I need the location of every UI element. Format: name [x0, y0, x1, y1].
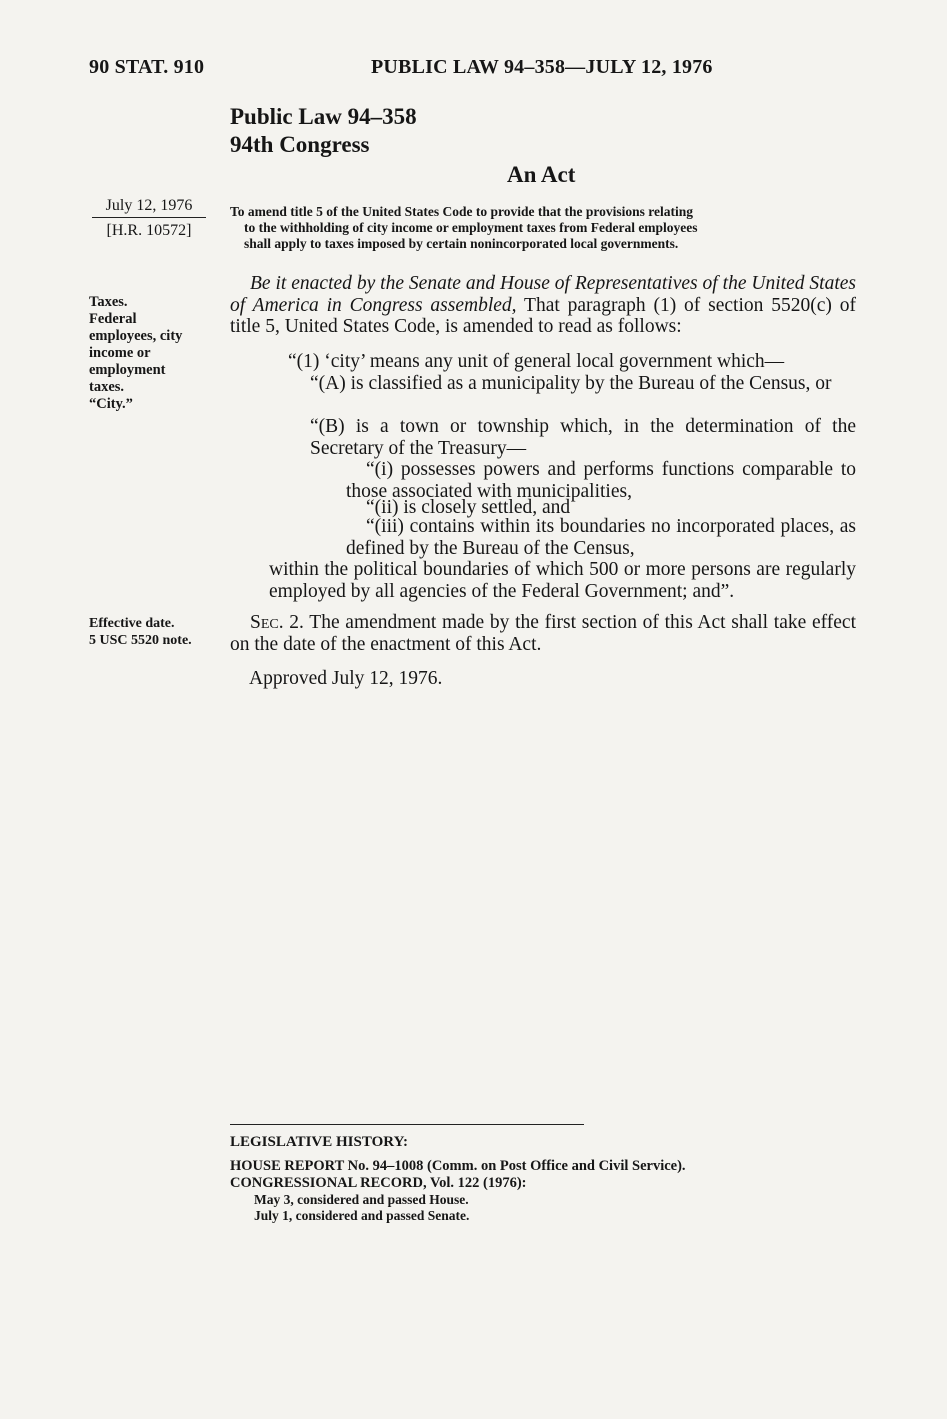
margin-note: Taxes.: [89, 294, 128, 310]
section-2-label: Sec. 2.: [250, 612, 304, 633]
margin-note: 5 USC 5520 note.: [89, 633, 192, 648]
legislative-history: [230, 1134, 686, 1224]
section-2-text: The amendment made by the first section of this Act shall take effect on the date of the enactment of this Act.: [230, 612, 856, 655]
congressional-record: CONGRESSIONAL RECORD, Vol. 122 (1976):: [230, 1175, 527, 1191]
margin-note: Effective date.: [89, 616, 175, 631]
margin-date-block: [92, 197, 206, 240]
footnote-rule: [230, 1124, 584, 1125]
act-purpose: [230, 204, 856, 252]
approval-date: Approved July 12, 1976.: [249, 668, 443, 689]
margin-note: employment: [89, 362, 166, 378]
history-item: May 3, considered and passed House.: [254, 1192, 469, 1207]
congress-title: 94th Congress: [230, 132, 370, 157]
purpose-line: shall apply to taxes imposed by certain nonincorporated local governments.: [244, 236, 679, 251]
amendment-para-A: [310, 373, 856, 395]
amendment-tail: within the political boundaries of which 500 or more persons are regularly employed by all agencies of the Federal Government; and”.: [269, 559, 856, 602]
page-stat-number: 90 STAT. 910: [89, 56, 205, 78]
an-act-heading: An Act: [507, 162, 576, 187]
margin-note: taxes.: [89, 379, 125, 395]
purpose-line: To amend title 5 of the United States Code to provide that the provisions relating: [230, 204, 694, 219]
margin-note: “City.”: [89, 396, 133, 412]
running-header: PUBLIC LAW 94–358—JULY 12, 1976: [371, 56, 713, 78]
purpose-line: to the withholding of city income or employment taxes from Federal employees: [244, 220, 698, 235]
margin-notes-effective-date: [89, 615, 192, 649]
legislative-history-heading: LEGISLATIVE HISTORY:: [230, 1134, 409, 1150]
margin-notes-taxes: [89, 294, 182, 413]
margin-note: Federal: [89, 311, 137, 327]
amendment-para-1: “(1) ‘city’ means any unit of general local government which—: [288, 351, 785, 372]
margin-note: income or: [89, 345, 151, 361]
history-item: July 1, considered and passed Senate.: [254, 1208, 470, 1223]
amendment-para-iii: “(iii) contains within its boundaries no incorporated places, as defined by the Bureau of the Census,: [346, 516, 856, 559]
bill-number: [H.R. 10572]: [106, 222, 192, 239]
enacting-clause: [230, 273, 856, 338]
amendment-para-A-text: “(A) is classified as a municipality by the Bureau of the Census, or: [310, 373, 832, 394]
amendment-para-B: “(B) is a town or township which, in the determination of the Secretary of the Treasury—: [310, 416, 856, 459]
margin-note: employees, city: [89, 328, 183, 344]
amendment-para-i: “(i) possesses powers and performs functions comparable to those associated with municipalities,: [346, 459, 856, 502]
public-law-title: Public Law 94–358: [230, 104, 417, 129]
amendment-para-ii: “(ii) is closely settled, and: [366, 497, 571, 518]
enacting-formula: Be it enacted by the Senate and House of Representatives of the United States of America in Congress assembled,: [230, 273, 856, 316]
house-report: HOUSE REPORT No. 94–1008 (Comm. on Post Office and Civil Service).: [230, 1158, 686, 1174]
section-2: [230, 612, 856, 655]
enactment-date: July 12, 1976: [92, 197, 206, 218]
enacting-text: That paragraph (1) of section 5520(c) of title 5, United States Code, is amended to read as follows:: [230, 294, 856, 337]
